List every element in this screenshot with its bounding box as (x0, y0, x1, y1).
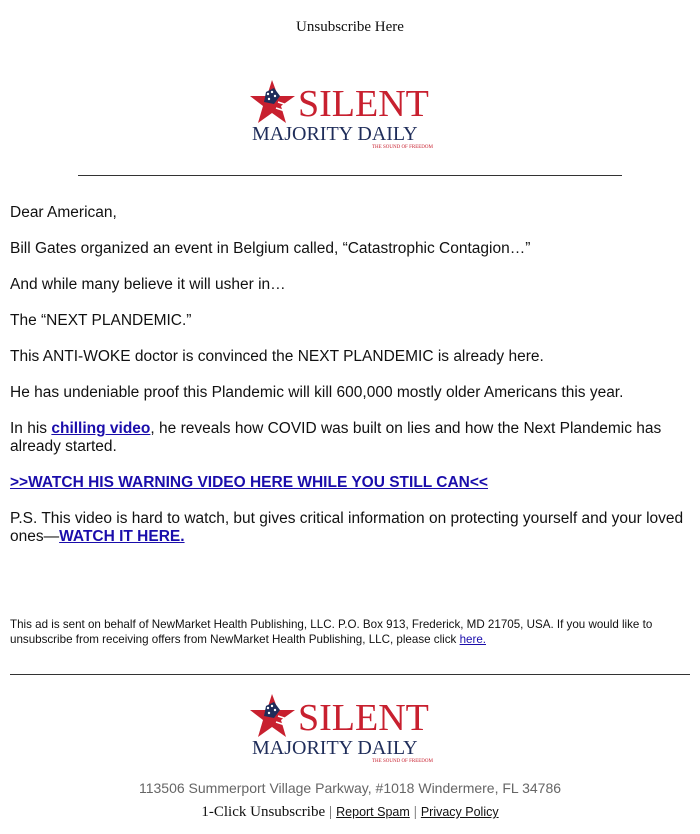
chilling-video-link[interactable]: chilling video (51, 420, 151, 437)
paragraph-3: The “NEXT PLANDEMIC.” (10, 312, 192, 329)
paragraph-5: He has undeniable proof this Plandemic will kill 600,000 mostly older Americans this year. (10, 384, 624, 401)
paragraph-2: And while many believe it will usher in… (10, 276, 286, 293)
one-click-unsubscribe-link[interactable]: 1-Click Unsubscribe (201, 804, 326, 820)
mailing-address: 113506 Summerport Village Parkway, #1018 Windermere, FL 34786 (138, 780, 562, 796)
unsubscribe-here-link[interactable]: here. (459, 633, 486, 646)
watch-warning-video-link[interactable]: >>WATCH HIS WARNING VIDEO HERE WHILE YOU STILL CAN<< (10, 474, 488, 491)
footer-disclaimer (10, 617, 690, 647)
header-divider (78, 175, 622, 176)
ps-paragraph (10, 510, 690, 546)
footer-divider (10, 674, 690, 675)
brand-line2: MAJORITY DAILY (252, 123, 418, 145)
brand-logo-bottom[interactable] (0, 692, 700, 772)
ps-text: P.S. This video is hard to watch, but gives critical information on protecting yourself and your loved ones— (10, 510, 684, 545)
p6-after: , he reveals how COVID was built on lies and how the Next Plandemic has already started. (10, 420, 662, 455)
p6-before: In his (10, 420, 52, 437)
silent-majority-logo (250, 78, 450, 154)
paragraph-6 (10, 420, 690, 456)
brand-line2-bottom: MAJORITY DAILY (252, 737, 418, 759)
footer-links (0, 804, 700, 821)
greeting: Dear American, (10, 204, 117, 221)
brand-line1-bottom: SILENT (298, 697, 429, 739)
star-flag-icon (250, 694, 295, 737)
brand-tagline-bottom: THE SOUND OF FREEDOM (372, 759, 433, 764)
brand-tagline: THE SOUND OF FREEDOM (372, 145, 433, 150)
separator: | (329, 804, 333, 820)
paragraph-4: This ANTI-WOKE doctor is convinced the NEXT PLANDEMIC is already here. (10, 348, 544, 365)
separator: | (413, 804, 417, 820)
top-unsubscribe-link[interactable]: Unsubscribe Here (296, 19, 404, 35)
paragraph-1: Bill Gates organized an event in Belgium called, “Catastrophic Contagion…” (10, 240, 531, 257)
cta-paragraph (10, 474, 488, 492)
brand-line1: SILENT (298, 83, 429, 125)
disclaimer-text: This ad is sent on behalf of NewMarket Health Publishing, LLC. P.O. Box 913, Frederick, MD 21705, USA. If you would like to unsubscribe from receiving offers from NewMarket Health Publishing, LLC, please click (10, 618, 653, 646)
star-flag-icon (250, 80, 295, 123)
report-spam-link[interactable]: Report Spam (336, 805, 410, 819)
watch-it-here-link[interactable]: WATCH IT HERE. (59, 528, 185, 545)
silent-majority-logo-bottom (250, 692, 450, 768)
brand-logo-top[interactable] (0, 78, 700, 158)
privacy-policy-link[interactable]: Privacy Policy (420, 805, 499, 819)
